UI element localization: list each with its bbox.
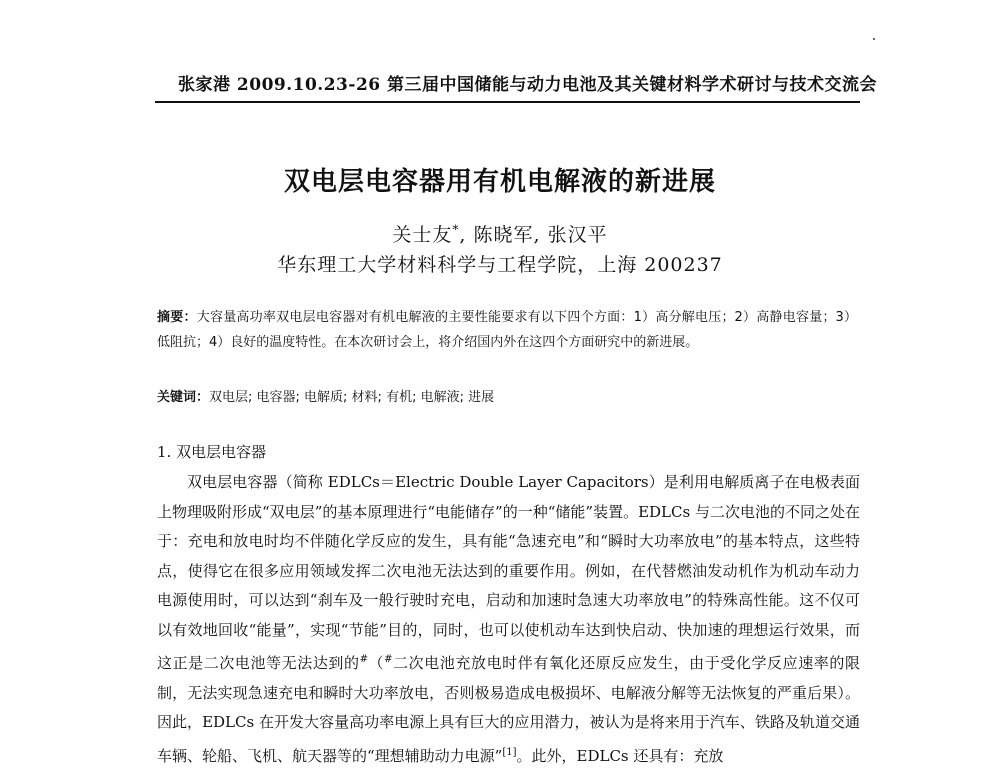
body-text-1: 双电层电容器（简称 EDLCs＝Electric Double Layer Capacitors）是利用电解质离子在电极表面上物理吸附形成“双电层”的基本原理进行“电能储存”的一种“储能”装置。EDLCs 与二次电池的不同之处在于：充电和放电时均不伴随化学反应的发生，具有能“急速充电”和“瞬时大功率放电”的基本特点，这些特点，使得它在很多应用领域发挥二次电池无法达到的重要作用。例如，在代替燃油发动机作为机动车动力电源使用时，可以达到“刹车及一般行驶时充电，启动和加速时急速大功率放电”的特殊高性能。这不仅可以有效地回收“能量”，实现“节能”目的，同时，也可以使机动车达到快启动、快加速的理想运行效果，而这正是二次电池等无法达到的 bbox=[157, 473, 860, 672]
footnote-mark: # bbox=[359, 654, 368, 665]
abstract bbox=[157, 305, 857, 355]
paper-title: 双电层电容器用有机电解液的新进展 bbox=[283, 167, 716, 197]
body-text-2: （ bbox=[367, 654, 385, 672]
corresponding-mark: * bbox=[452, 222, 460, 237]
scan-speck bbox=[873, 38, 875, 40]
keywords-text: 双电层; 电容器; 电解质; 材料; 有机; 电解液; 进展 bbox=[209, 390, 495, 405]
keywords-label: 关键词： bbox=[157, 390, 210, 405]
conference-header: 张家港 2009.10.23-26 第三届中国储能与动力电池及其关键材料学术研讨与技术交流会 bbox=[178, 75, 878, 95]
body-text-3: 二次电池充放电时伴有氧化还原反应发生，由于受化学反应速率的限制，无法实现急速充电和瞬时大功率放电，否则极易造成电极损坏、电解液分解等无法恢复的严重后果）。因此，EDLCs 在开发大容量高功率电源上具有巨大的应用潜力，被认为是将来用于汽车、铁路及轨道交通车辆、轮船、飞机、航天器等的“理想辅助动力电源” bbox=[157, 654, 860, 765]
author-first: 关士友 bbox=[392, 224, 453, 246]
abstract-text: 大容量高功率双电层电容器对有机电解液的主要性能要求有以下四个方面：1）高分解电压；2）高静电容量；3）低阻抗；4）良好的温度特性。在本次研讨会上，将介绍国内外在这四个方面研究中的新进展。 bbox=[157, 310, 857, 350]
section-body bbox=[157, 468, 860, 771]
body-paragraph bbox=[157, 468, 860, 771]
body-text-4: 。此外，EDLCs 还具有：充放 bbox=[516, 746, 724, 765]
abstract-label: 摘要： bbox=[157, 310, 197, 325]
keywords bbox=[157, 385, 857, 410]
citation-ref: [1] bbox=[502, 746, 517, 758]
author-rest: , 陈晓军, 张汉平 bbox=[459, 224, 608, 246]
header-rule bbox=[155, 101, 860, 103]
affiliation: 华东理工大学材料科学与工程学院，上海 200237 bbox=[277, 254, 723, 276]
footnote-mark-inline: # bbox=[384, 654, 393, 665]
section-heading: 1. 双电层电容器 bbox=[157, 443, 267, 461]
authors bbox=[0, 220, 1000, 247]
